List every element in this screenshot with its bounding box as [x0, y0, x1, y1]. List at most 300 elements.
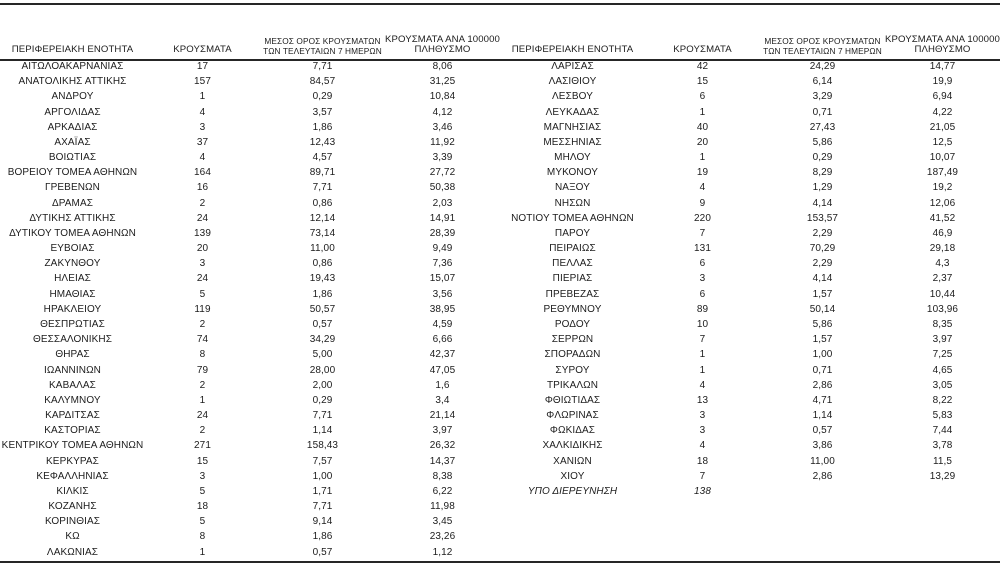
column-header-avg7: [260, 37, 385, 56]
cases-cell: 164: [194, 167, 211, 179]
table-row: [0, 135, 500, 150]
avg7-cell: 7,71: [312, 501, 333, 513]
column-header-cases: ΚΡΟΥΣΜΑΤΑ: [173, 44, 232, 56]
table-row: [500, 89, 1000, 104]
avg7-cell: 0,57: [312, 319, 333, 330]
region-cell: ΘΕΣΠΡΩΤΙΑΣ: [40, 319, 105, 330]
table-row: [500, 120, 1000, 135]
table-row: [0, 196, 500, 211]
cases-cell: 3: [699, 425, 706, 437]
cases-cell: 20: [196, 243, 209, 255]
avg7-cell: 0,29: [312, 91, 333, 103]
table-row: [0, 469, 500, 484]
per100k-cell: 26,32: [429, 440, 456, 452]
region-cell: ΛΑΚΩΝΙΑΣ: [46, 546, 99, 558]
avg7-cell: 1,29: [812, 182, 833, 194]
cases-cell: 15: [696, 76, 709, 88]
per100k-cell: 9,49: [432, 243, 453, 255]
table-row: [0, 393, 500, 408]
avg7-cell: 19,43: [309, 273, 336, 285]
column-header-per100k-line1: ΚΡΟΥΣΜΑΤΑ ΑΝΑ 100000: [385, 33, 500, 45]
table-row: [500, 150, 1000, 165]
per100k-cell: 187,49: [926, 167, 959, 179]
avg7-cell: 11,00: [810, 455, 835, 467]
table-row: [0, 59, 500, 74]
avg7-cell: 3,57: [312, 106, 333, 118]
cases-cell: 10: [696, 319, 709, 330]
avg7-cell: 1,14: [312, 425, 333, 437]
cases-cell: 138: [694, 485, 711, 497]
region-cell: ΙΩΑΝΝΙΝΩΝ: [44, 364, 101, 376]
regional-table-left: [0, 28, 500, 560]
column-header-avg7-line1: ΜΕΣΟΣ ΟΡΟΣ ΚΡΟΥΣΜΑΤΩΝ: [264, 36, 381, 47]
avg7-cell: 2,86: [812, 470, 833, 482]
table-row: [500, 302, 1000, 317]
per100k-cell: 3,05: [932, 379, 953, 391]
cases-cell: 7: [699, 227, 706, 239]
table-row: [500, 105, 1000, 120]
avg7-cell: 2,00: [312, 379, 333, 391]
cases-cell: 6: [699, 258, 706, 270]
cases-cell: 6: [699, 91, 706, 103]
table-row: [500, 408, 1000, 423]
table-row: [500, 180, 1000, 195]
avg7-cell: 5,00: [312, 349, 333, 361]
avg7-cell: 6,14: [812, 76, 833, 88]
column-header-region: ΠΕΡΙΦΕΡΕΙΑΚΗ ΕΝΟΤΗΤΑ: [11, 44, 134, 56]
region-cell: ΜΑΓΝΗΣΙΑΣ: [543, 121, 602, 133]
avg7-cell: 1,71: [312, 485, 333, 497]
region-cell: ΚΑΣΤΟΡΙΑΣ: [44, 425, 101, 437]
table-row: [500, 453, 1000, 468]
per100k-cell: 10,84: [429, 91, 456, 103]
region-cell: ΠΕΙΡΑΙΩΣ: [549, 243, 596, 255]
region-cell: ΧΑΛΚΙΔΙΚΗΣ: [542, 440, 603, 452]
avg7-cell: 7,57: [312, 455, 333, 467]
avg7-cell: 153,57: [806, 212, 839, 224]
table-body: [0, 59, 500, 560]
table-row: [500, 196, 1000, 211]
avg7-cell: 50,57: [309, 303, 336, 315]
per100k-cell: 41,52: [929, 212, 956, 224]
region-cell: ΒΟΙΩΤΙΑΣ: [48, 152, 97, 164]
avg7-cell: 11,00: [310, 243, 335, 255]
table-row: [0, 529, 500, 544]
avg7-cell: 1,86: [312, 531, 333, 543]
region-cell: ΜΕΣΣΗΝΙΑΣ: [543, 136, 602, 148]
cases-cell: 89: [696, 303, 709, 315]
table-row: [0, 453, 500, 468]
region-cell: ΚΑΡΔΙΤΣΑΣ: [45, 410, 100, 422]
cases-cell: 3: [699, 410, 706, 422]
region-cell: ΝΟΤΙΟΥ ΤΟΜΕΑ ΑΘΗΝΩΝ: [511, 212, 634, 224]
cases-cell: 1: [199, 91, 206, 103]
avg7-cell: 1,86: [312, 121, 333, 133]
cases-cell: 4: [199, 152, 206, 164]
region-cell: ΜΥΚΟΝΟΥ: [546, 167, 599, 179]
region-cell: ΦΛΩΡΙΝΑΣ: [546, 410, 599, 422]
region-cell: ΡΕΘΥΜΝΟΥ: [543, 303, 602, 315]
cases-cell: 20: [696, 136, 709, 148]
cases-cell: 6: [699, 288, 706, 300]
table-row: [0, 165, 500, 180]
per100k-cell: 3,97: [932, 334, 953, 346]
per100k-cell: 21,14: [429, 410, 456, 422]
per100k-cell: 6,22: [432, 485, 453, 497]
cases-cell: 1: [199, 546, 206, 558]
per100k-cell: 7,44: [932, 425, 953, 437]
region-cell: ΑΝΔΡΟΥ: [51, 91, 94, 103]
cases-cell: 4: [699, 182, 706, 194]
table-row: [500, 469, 1000, 484]
avg7-cell: 1,00: [312, 470, 333, 482]
per100k-cell: 11,98: [430, 501, 455, 513]
avg7-cell: 0,71: [812, 364, 833, 376]
region-cell: ΘΕΣΣΑΛΟΝΙΚΗΣ: [32, 334, 112, 346]
column-header-cases: ΚΡΟΥΣΜΑΤΑ: [673, 44, 732, 56]
per100k-cell: 11,5: [932, 455, 953, 467]
top-border-rule: [0, 3, 1000, 5]
per100k-cell: 14,37: [429, 455, 456, 467]
table-row: [500, 74, 1000, 89]
avg7-cell: 12,14: [309, 212, 336, 224]
per100k-cell: 4,12: [432, 106, 453, 118]
table-row: [0, 423, 500, 438]
per100k-cell: 10,44: [929, 288, 956, 300]
region-cell: ΚΩ: [65, 531, 80, 543]
avg7-cell: 0,57: [312, 546, 333, 558]
region-cell: ΛΕΥΚΑΔΑΣ: [545, 106, 600, 118]
region-cell: ΗΜΑΘΙΑΣ: [49, 288, 96, 300]
table-header-row: [500, 28, 1000, 59]
column-header-per100k: [885, 35, 1000, 56]
per100k-cell: 103,96: [926, 303, 959, 315]
cases-cell: 9: [699, 197, 706, 209]
region-cell: ΜΗΛΟΥ: [554, 152, 591, 164]
per100k-cell: 12,06: [929, 197, 956, 209]
region-cell: ΚΑΒΑΛΑΣ: [49, 379, 96, 391]
avg7-cell: 7,71: [312, 410, 333, 422]
per100k-cell: 7,25: [932, 349, 953, 361]
region-cell: ΡΟΔΟΥ: [554, 319, 591, 330]
table-row: [500, 332, 1000, 347]
table-row: [500, 317, 1000, 332]
avg7-cell: 0,29: [812, 152, 833, 164]
cases-cell: 24: [196, 212, 209, 224]
per100k-cell: 11,92: [430, 136, 455, 148]
table-row: [0, 256, 500, 271]
avg7-cell: 24,29: [809, 61, 836, 73]
per100k-cell: 1,12: [432, 546, 453, 558]
avg7-cell: 1,86: [312, 288, 333, 300]
per100k-cell: 3,4: [435, 394, 450, 406]
table-row: [500, 423, 1000, 438]
cases-cell: 16: [196, 182, 209, 194]
region-cell: ΤΡΙΚΑΛΩΝ: [546, 379, 599, 391]
cases-cell: 157: [194, 76, 211, 88]
cases-cell: 15: [196, 455, 209, 467]
table-row: [0, 120, 500, 135]
table-row: [0, 105, 500, 120]
cases-cell: 24: [196, 273, 209, 285]
avg7-cell: 1,57: [812, 288, 833, 300]
avg7-cell: 28,00: [309, 364, 336, 376]
region-cell: ΠΙΕΡΙΑΣ: [552, 273, 593, 285]
per100k-cell: 7,36: [432, 258, 453, 270]
table-row: [500, 165, 1000, 180]
avg7-cell: 1,14: [812, 410, 833, 422]
per100k-cell: 15,07: [429, 273, 456, 285]
avg7-cell: 9,14: [312, 516, 333, 528]
cases-cell: 1: [199, 394, 206, 406]
avg7-cell: 2,86: [812, 379, 833, 391]
region-cell: ΠΑΡΟΥ: [554, 227, 591, 239]
region-cell: ΑΡΚΑΔΙΑΣ: [47, 121, 98, 133]
table-row: [0, 287, 500, 302]
per100k-cell: 8,38: [432, 470, 453, 482]
avg7-cell: 7,71: [312, 182, 333, 194]
table-row: [0, 211, 500, 226]
region-cell: ΛΕΣΒΟΥ: [552, 91, 593, 103]
table-row: [500, 256, 1000, 271]
table-row: [0, 302, 500, 317]
cases-cell: 2: [199, 319, 206, 330]
table-row: [500, 271, 1000, 286]
column-header-region: ΠΕΡΙΦΕΡΕΙΑΚΗ ΕΝΟΤΗΤΑ: [511, 44, 634, 56]
table-body: [500, 59, 1000, 499]
avg7-cell: 5,86: [812, 319, 833, 330]
cases-cell: 7: [699, 470, 706, 482]
cases-cell: 139: [194, 227, 211, 239]
region-cell: ΗΛΕΙΑΣ: [54, 273, 91, 285]
table-row: [0, 347, 500, 362]
table-row: [500, 135, 1000, 150]
per100k-cell: 46,9: [932, 227, 953, 239]
table-row: [0, 408, 500, 423]
region-cell: ΒΟΡΕΙΟΥ ΤΟΜΕΑ ΑΘΗΝΩΝ: [7, 167, 138, 179]
per100k-cell: 50,38: [429, 182, 456, 194]
per100k-cell: 31,25: [429, 76, 456, 88]
avg7-cell: 73,14: [309, 227, 336, 239]
region-cell: ΔΥΤΙΚΗΣ ΑΤΤΙΚΗΣ: [29, 212, 116, 224]
region-cell: ΧΙΟΥ: [560, 470, 585, 482]
avg7-cell: 8,29: [812, 167, 833, 179]
region-cell: ΝΑΞΟΥ: [554, 182, 591, 194]
column-header-per100k: [385, 35, 500, 56]
region-cell: ΑΝΑΤΟΛΙΚΗΣ ΑΤΤΙΚΗΣ: [18, 76, 127, 88]
table-row: [0, 438, 500, 453]
cases-cell: 18: [196, 501, 209, 513]
per100k-cell: 28,39: [429, 227, 456, 239]
per100k-cell: 4,59: [432, 319, 453, 330]
region-cell: ΚΕΦΑΛΛΗΝΙΑΣ: [36, 470, 109, 482]
per100k-cell: 3,97: [432, 425, 453, 437]
per100k-cell: 6,94: [932, 91, 953, 103]
column-header-avg7-line1: ΜΕΣΟΣ ΟΡΟΣ ΚΡΟΥΣΜΑΤΩΝ: [764, 36, 881, 47]
region-cell: ΑΙΤΩΛΟΑΚΑΡΝΑΝΙΑΣ: [21, 61, 124, 73]
column-header-per100k-line1: ΚΡΟΥΣΜΑΤΑ ΑΝΑ 100000: [885, 33, 1000, 45]
cases-cell: 8: [199, 349, 206, 361]
region-cell: ΠΕΛΛΑΣ: [552, 258, 593, 270]
per100k-cell: 3,46: [432, 121, 453, 133]
region-cell: ΛΑΣΙΘΙΟΥ: [548, 76, 597, 88]
table-row: [0, 150, 500, 165]
per100k-cell: 10,07: [929, 152, 956, 164]
per100k-cell: 2,37: [932, 273, 953, 285]
per100k-cell: 12,5: [932, 136, 953, 148]
region-cell: ΚΕΡΚΥΡΑΣ: [46, 455, 99, 467]
cases-cell: 4: [699, 379, 706, 391]
region-cell: ΚΟΖΑΝΗΣ: [48, 501, 97, 513]
region-cell: ΦΩΚΙΔΑΣ: [549, 425, 596, 437]
cases-cell: 2: [199, 425, 206, 437]
per100k-cell: 13,29: [929, 470, 956, 482]
per100k-cell: 8,22: [932, 394, 953, 406]
avg7-cell: 7,71: [312, 61, 333, 73]
per100k-cell: 3,56: [432, 288, 453, 300]
per100k-cell: 4,65: [932, 364, 953, 376]
table-row: [500, 226, 1000, 241]
per100k-cell: 4,3: [935, 258, 950, 270]
cases-cell: 5: [199, 288, 206, 300]
cases-cell: 40: [696, 121, 709, 133]
avg7-cell: 0,86: [312, 197, 333, 209]
cases-cell: 5: [199, 516, 206, 528]
avg7-cell: 0,57: [812, 425, 833, 437]
cases-cell: 8: [199, 531, 206, 543]
per100k-cell: 4,22: [932, 106, 953, 118]
cases-cell: 2: [199, 379, 206, 391]
table-row: [500, 59, 1000, 74]
cases-cell: 17: [196, 61, 209, 73]
region-cell: ΚΙΛΚΙΣ: [56, 485, 89, 497]
region-cell: ΚΕΝΤΡΙΚΟΥ ΤΟΜΕΑ ΑΘΗΝΩΝ: [1, 440, 144, 452]
table-row: [500, 393, 1000, 408]
cases-cell: 220: [694, 212, 711, 224]
avg7-cell: 0,86: [312, 258, 333, 270]
cases-cell: 7: [699, 334, 706, 346]
per100k-cell: 3,78: [932, 440, 953, 452]
per100k-cell: 14,77: [929, 61, 956, 73]
region-cell: ΥΠΟ ΔΙΕΡΕΥΝΗΣΗ: [527, 485, 618, 497]
avg7-cell: 2,29: [812, 258, 833, 270]
avg7-cell: 4,57: [312, 152, 333, 164]
table-row: [500, 211, 1000, 226]
avg7-cell: 50,14: [809, 303, 836, 315]
region-cell: ΔΥΤΙΚΟΥ ΤΟΜΕΑ ΑΘΗΝΩΝ: [9, 227, 136, 239]
avg7-cell: 5,86: [812, 136, 833, 148]
column-header-avg7: [760, 37, 885, 56]
table-row: [500, 378, 1000, 393]
table-row: [0, 89, 500, 104]
avg7-cell: 4,14: [812, 273, 833, 285]
table-row: [500, 241, 1000, 256]
cases-cell: 3: [199, 121, 206, 133]
region-cell: ΑΡΓΟΛΙΔΑΣ: [44, 106, 101, 118]
cases-cell: 24: [196, 410, 209, 422]
per100k-cell: 29,18: [929, 243, 956, 255]
region-cell: ΝΗΣΩΝ: [554, 197, 591, 209]
table-row: [500, 362, 1000, 377]
per100k-cell: 6,66: [432, 334, 453, 346]
table-row: [0, 545, 500, 560]
table-row: [500, 484, 1000, 499]
regional-table-right: [500, 28, 1000, 560]
cases-cell: 131: [694, 243, 711, 255]
table-row: [0, 271, 500, 286]
per100k-cell: 19,9: [932, 76, 953, 88]
avg7-cell: 2,29: [812, 227, 833, 239]
per100k-cell: 14,91: [429, 212, 456, 224]
cases-cell: 4: [199, 106, 206, 118]
avg7-cell: 4,14: [812, 197, 833, 209]
table-row: [0, 317, 500, 332]
cases-cell: 3: [699, 273, 706, 285]
avg7-cell: 34,29: [309, 334, 336, 346]
per100k-cell: 47,05: [429, 364, 456, 376]
bottom-border-rule: [0, 561, 1000, 563]
avg7-cell: 158,43: [306, 440, 339, 452]
avg7-cell: 0,71: [812, 106, 833, 118]
region-cell: ΕΥΒΟΙΑΣ: [50, 243, 95, 255]
per100k-cell: 19,2: [932, 182, 953, 194]
per100k-cell: 3,45: [432, 516, 453, 528]
cases-cell: 5: [199, 485, 206, 497]
per100k-cell: 27,72: [429, 167, 456, 179]
cases-cell: 271: [194, 440, 211, 452]
cases-cell: 119: [194, 303, 211, 315]
region-cell: ΑΧΑΪΑΣ: [54, 136, 91, 148]
per100k-cell: 5,83: [932, 410, 953, 422]
cases-cell: 1: [699, 349, 706, 361]
region-cell: ΣΕΡΡΩΝ: [551, 334, 594, 346]
cases-cell: 13: [696, 394, 709, 406]
per100k-cell: 1,6: [435, 379, 450, 391]
per100k-cell: 3,39: [432, 152, 453, 164]
per100k-cell: 23,26: [429, 531, 456, 543]
per100k-cell: 8,35: [932, 319, 953, 330]
region-cell: ΛΑΡΙΣΑΣ: [551, 61, 594, 73]
cases-cell: 1: [699, 152, 706, 164]
table-row: [0, 241, 500, 256]
region-cell: ΦΘΙΩΤΙΔΑΣ: [544, 394, 601, 406]
avg7-cell: 84,57: [309, 76, 336, 88]
column-header-per100k-line2: ΠΛΗΘΥΣΜΟ: [914, 44, 971, 56]
table-row: [0, 484, 500, 499]
cases-cell: 74: [196, 334, 209, 346]
avg7-cell: 12,43: [309, 136, 336, 148]
region-cell: ΓΡΕΒΕΝΩΝ: [45, 182, 100, 194]
region-cell: ΠΡΕΒΕΖΑΣ: [545, 288, 600, 300]
avg7-cell: 3,86: [812, 440, 833, 452]
table-header-row: [0, 28, 500, 59]
cases-cell: 79: [196, 364, 209, 376]
cases-cell: 4: [699, 440, 706, 452]
region-cell: ΚΟΡΙΝΘΙΑΣ: [44, 516, 101, 528]
table-row: [0, 362, 500, 377]
column-header-per100k-line2: ΠΛΗΘΥΣΜΟ: [414, 44, 471, 56]
per100k-cell: 42,37: [429, 349, 456, 361]
regional-tables: [0, 28, 1000, 560]
cases-cell: 42: [696, 61, 709, 73]
column-header-avg7-line2: ΤΩΝ ΤΕΛΕΥΤΑΙΩΝ 7 ΗΜΕΡΩΝ: [263, 45, 382, 56]
table-row: [0, 180, 500, 195]
table-row: [0, 378, 500, 393]
avg7-cell: 70,29: [809, 243, 836, 255]
table-row: [0, 514, 500, 529]
per100k-cell: 8,06: [432, 61, 453, 73]
avg7-cell: 1,00: [812, 349, 833, 361]
